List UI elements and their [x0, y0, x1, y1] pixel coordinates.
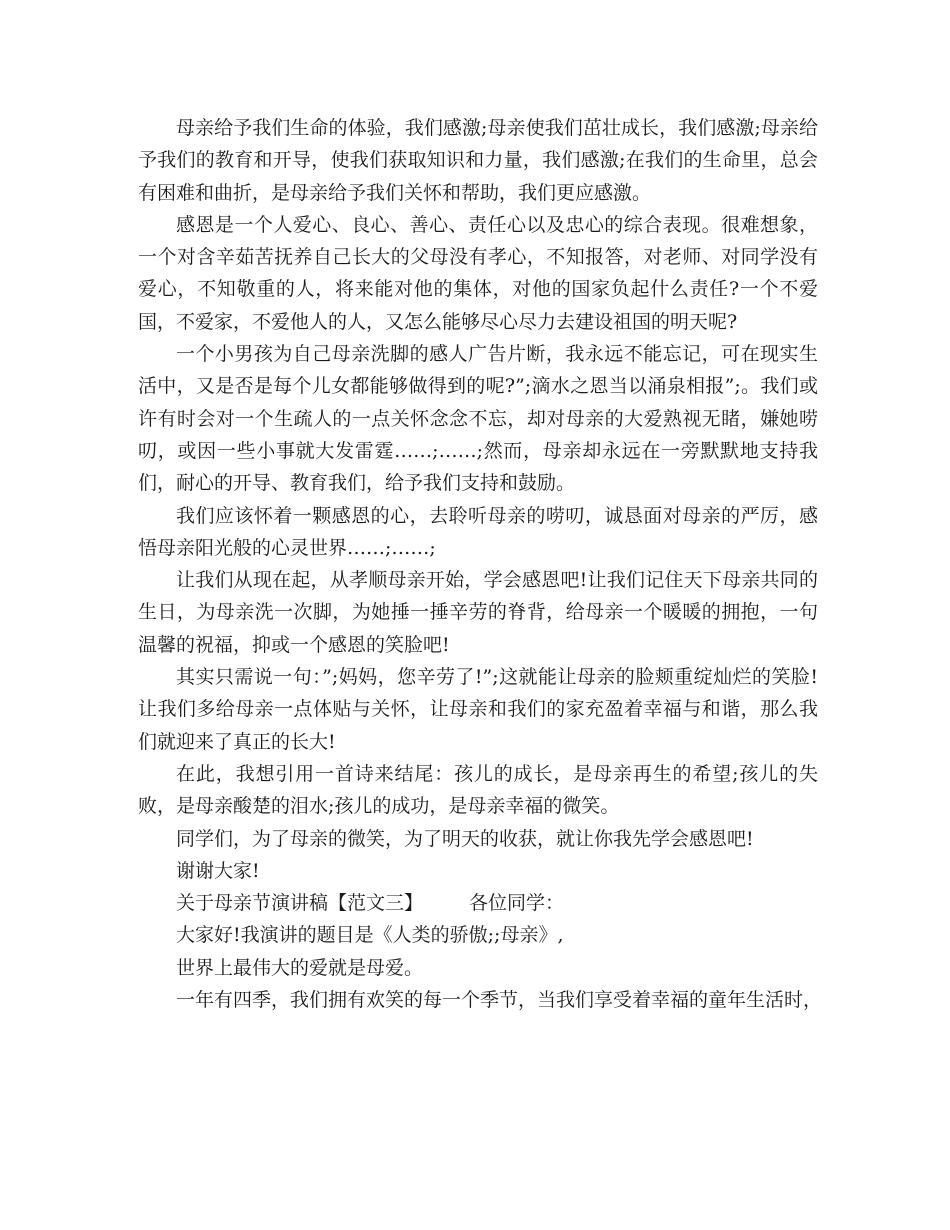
- next-line-2: 世界上最伟大的爱就是母爱。: [176, 956, 424, 979]
- paragraph-5: 让我们从现在起，从孝顺母亲开始，学会感恩吧!让我们记住天下母亲共同的生日，为母亲洗一次脚，为她捶一捶辛劳的脊背，给母亲一个暖暖的拥抱，一句温馨的祝福，抑或一个感恩的笑脸吧!: [138, 569, 818, 656]
- document-page: [138, 112, 823, 1016]
- next-section-title: 关于母亲节演讲稿【范文三】: [176, 892, 424, 915]
- next-section-salutation: 各位同学：: [469, 892, 565, 915]
- paragraph-2: 感恩是一个人爱心、良心、善心、责任心以及忠心的综合表现。很难想象，一个对含辛茹苦抚养自己长大的父母没有孝心，不知报答，对老师、对同学没有爱心，不知敬重的人，将来能对他的集体，对他的国家负起什么责任?一个不爱国，不爱家，不爱他人的人，又怎么能够尽心尽力去建设祖国的明天呢?: [138, 213, 818, 333]
- paragraph-3: 一个小男孩为自己母亲洗脚的感人广告片断，我永远不能忘记，可在现实生活中，又是否是每个儿女都能够做得到的呢?”;滴水之恩当以涌泉相报”;。我们或许有时会对一个生疏人的一点关怀念念不忘，却对母亲的大爱熟视无睹，嫌她唠叨，或因一些小事就大发雷霆……;……;然而，母亲却永远在一旁默默地支持我们，耐心的开导、教育我们，给予我们支持和鼓励。: [138, 343, 818, 495]
- paragraph-6: 其实只需说一句：”;妈妈，您辛劳了!”;这就能让母亲的脸颊重绽灿烂的笑脸!让我们多给母亲一点体贴与关怀，让母亲和我们的家充盈着幸福与和谐，那么我们就迎来了真正的长大!: [138, 666, 818, 753]
- next-section-heading: [138, 887, 818, 919]
- closing-line-1: 同学们，为了母亲的微笑，为了明天的收获，就让你我先学会感恩吧!: [176, 827, 754, 850]
- closing-line-2: 谢谢大家!: [176, 859, 260, 882]
- paragraph-1: 母亲给予我们生命的体验，我们感激;母亲使我们茁壮成长，我们感激;母亲给予我们的教育和开导，使我们获取知识和力量，我们感激;在我们的生命里，总会有困难和曲折，是母亲给予我们关怀和帮助，我们更应感激。: [138, 117, 818, 204]
- paragraph-7: 在此，我想引用一首诗来结尾：孩儿的成长，是母亲再生的希望;孩儿的失败，是母亲酸楚的泪水;孩儿的成功，是母亲幸福的微笑。: [138, 762, 818, 818]
- next-line-3: 一年有四季，我们拥有欢笑的每一个季节，当我们享受着幸福的童年生活时，: [176, 989, 823, 1012]
- next-line-1: 大家好!我演讲的题目是《人类的骄傲;;母亲》,: [176, 924, 564, 947]
- paragraph-4: 我们应该怀着一颗感恩的心，去聆听母亲的唠叨，诚恳面对母亲的严厉，感悟母亲阳光般的心灵世界……;……;: [138, 504, 818, 559]
